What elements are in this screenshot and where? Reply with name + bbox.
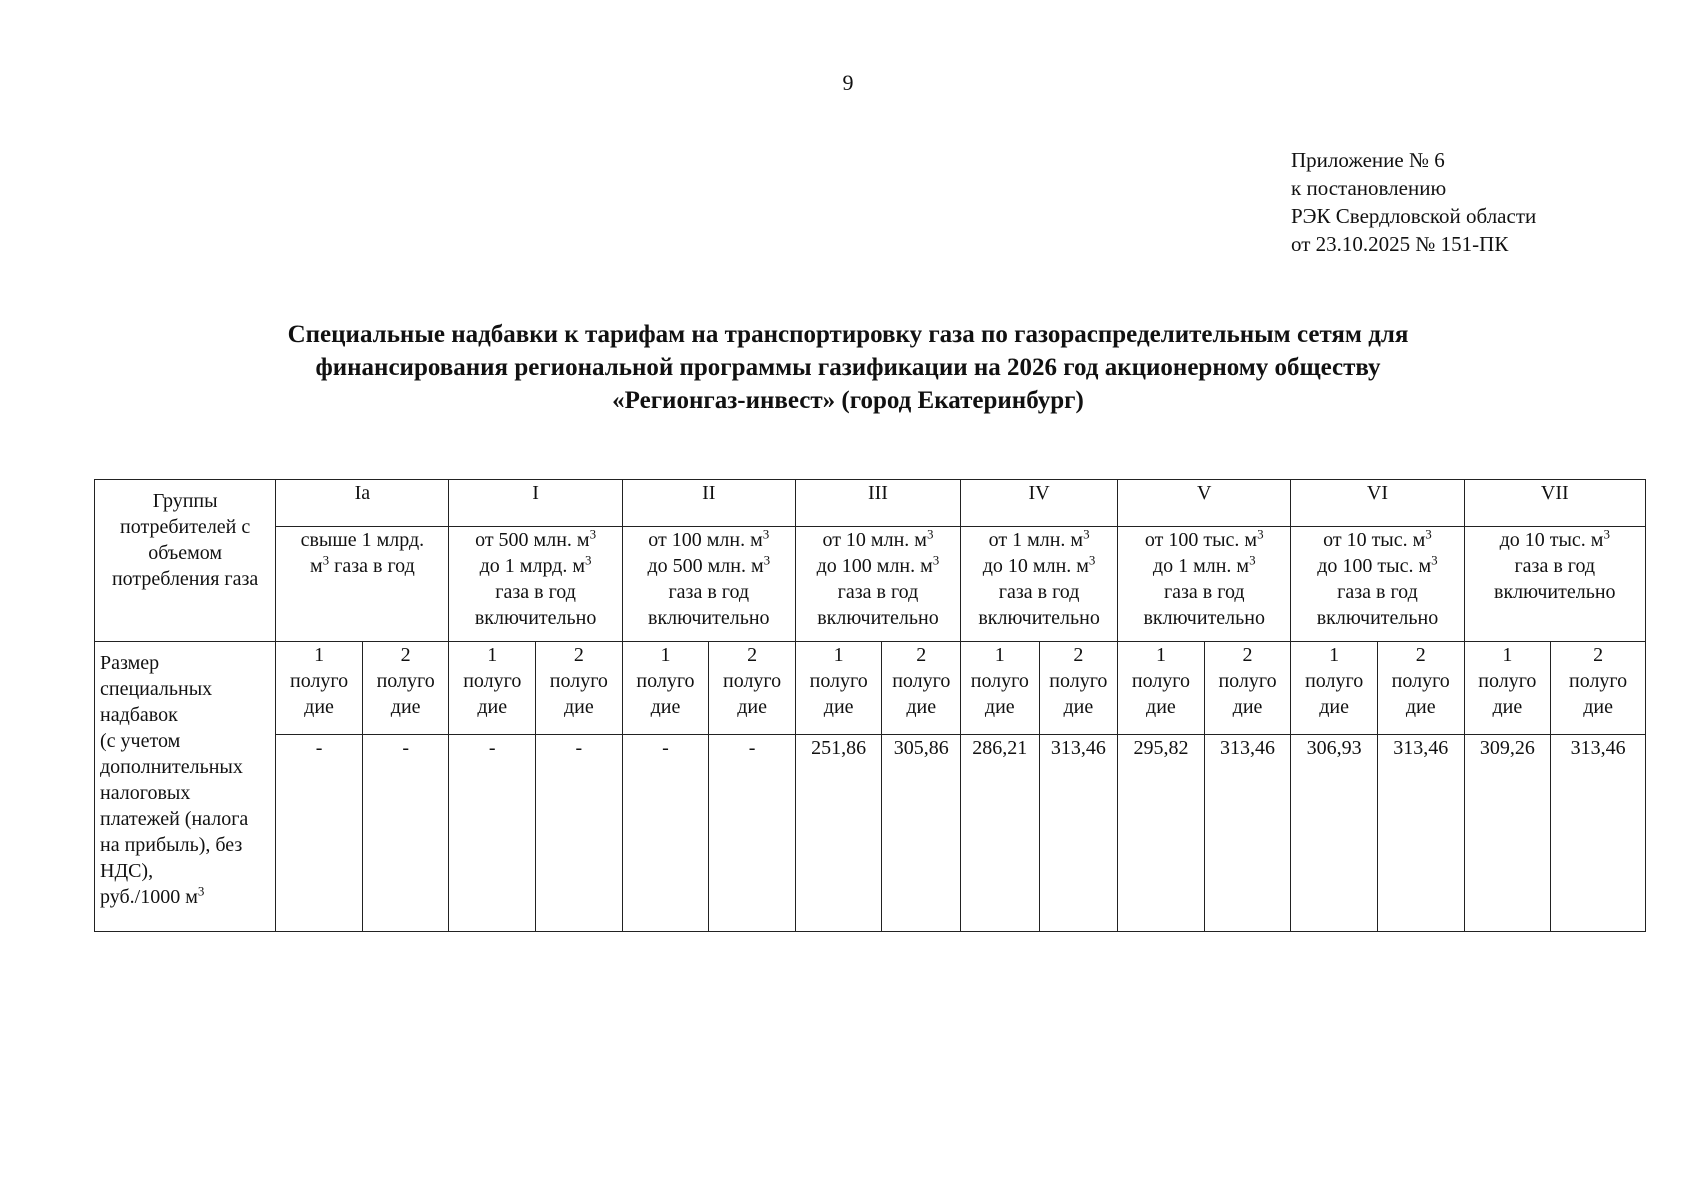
group-volume-description: от 10 млн. $м^3$ до 100 млн. $м^3$ газа в год включительно	[795, 527, 960, 642]
half-number: 2	[1415, 644, 1426, 666]
desc-text: до 10 млн. м	[982, 555, 1089, 577]
half-number: 1	[487, 644, 498, 666]
title-line: «Регионгаз-инвест» (город Екатеринбург)	[612, 387, 1084, 414]
surcharge-value: -	[276, 735, 363, 932]
half-number: 1	[994, 644, 1005, 666]
surcharge-value: 306,93	[1291, 735, 1378, 932]
desc-text: до 100 млн. м	[816, 555, 933, 577]
half-word: полуго дие	[290, 670, 349, 718]
desc-text: от 1 млн. м	[988, 529, 1084, 551]
desc-text: включительно	[474, 607, 597, 629]
half-number: 2	[1593, 644, 1604, 666]
desc-text: включительно	[1494, 581, 1616, 603]
appendix-line: от 23.10.2025 № 151-ПК	[1291, 232, 1509, 256]
half-number: 2	[573, 644, 584, 666]
half-word: полуго дие	[1131, 670, 1190, 718]
document-title	[150, 318, 1546, 417]
half-number: 1	[1329, 644, 1340, 666]
desc-text: до 10 тыс. м	[1499, 529, 1604, 551]
row-label-text: руб./1000 м	[100, 886, 198, 908]
half-year-header	[1291, 642, 1378, 735]
title-line: финансирования региональной программы газификации на 2026 год акционерному обществу	[315, 354, 1381, 381]
row-label-text: (с учетом дополнительных налоговых платежей (налога на прибыль), без НДС),	[100, 730, 249, 882]
group-code: Ia	[276, 480, 449, 527]
surcharge-value: 313,46	[1377, 735, 1464, 932]
surcharge-value: 305,86	[882, 735, 961, 932]
desc-text: до 1 млн. м	[1152, 555, 1250, 577]
half-number: 1	[660, 644, 671, 666]
group-volume-description: от 10 тыс. $м^3$ до 100 тыс. $м^3$ газа в год включительно	[1291, 527, 1464, 642]
desc-text: от 10 тыс. м	[1323, 529, 1426, 551]
half-word: полуго дие	[1391, 670, 1450, 718]
table-row	[95, 735, 1646, 932]
desc-text: включительно	[1143, 607, 1265, 629]
consumer-groups-header: Группы потребителей с объемом потребления газа	[95, 480, 276, 642]
appendix-line: РЭК Свердловской области	[1291, 204, 1537, 228]
surcharge-value: -	[709, 735, 796, 932]
appendix-line: к постановлению	[1291, 176, 1447, 200]
surcharge-value: -	[449, 735, 536, 932]
desc-text: газа в год	[1163, 581, 1245, 603]
half-word: полуго дие	[723, 670, 782, 718]
surcharge-value: -	[362, 735, 449, 932]
half-word: полуго дие	[892, 670, 951, 718]
surcharge-value: 309,26	[1464, 735, 1551, 932]
row-label-text: Размер специальных надбавок	[100, 652, 213, 726]
half-word: полуго дие	[636, 670, 695, 718]
desc-text: от 100 млн. м	[648, 529, 763, 551]
table-row	[95, 527, 1646, 642]
half-year-header	[961, 642, 1040, 735]
half-word: полуго дие	[1305, 670, 1364, 718]
half-year-header	[1204, 642, 1291, 735]
desc-text: до 500 млн. м	[647, 555, 764, 577]
half-year-header	[536, 642, 623, 735]
surcharge-value: 286,21	[961, 735, 1040, 932]
half-number: 2	[916, 644, 927, 666]
half-word: полуго дие	[376, 670, 435, 718]
half-number: 1	[1155, 644, 1166, 666]
half-year-header	[622, 642, 709, 735]
appendix-line: Приложение № 6	[1291, 148, 1445, 172]
half-year-header	[795, 642, 882, 735]
group-code: I	[449, 480, 622, 527]
desc-text: свыше 1 млрд.	[300, 529, 425, 551]
half-number: 2	[747, 644, 758, 666]
half-word: полуго дие	[1218, 670, 1277, 718]
half-word: полуго дие	[1478, 670, 1537, 718]
half-year-header	[1464, 642, 1551, 735]
half-year-header	[1118, 642, 1205, 735]
half-year-header	[449, 642, 536, 735]
group-code: III	[795, 480, 960, 527]
title-line: Специальные надбавки к тарифам на транспортировку газа по газораспределительным сетям для	[287, 321, 1409, 348]
surcharge-value: -	[536, 735, 623, 932]
desc-text: газа в год	[668, 581, 750, 603]
half-year-header	[1377, 642, 1464, 735]
desc-text: включительно	[817, 607, 939, 629]
surcharge-row-label: Размер специальных надбавок (с учетом дополнительных налоговых платежей (налога на прибыль), без НДС), руб./1000 $м^3$	[95, 642, 276, 932]
half-year-header	[709, 642, 796, 735]
group-code: IV	[961, 480, 1118, 527]
surcharge-value: 313,46	[1551, 735, 1646, 932]
group-volume-description: свыше 1 млрд. $м^3$ газа в год	[276, 527, 449, 642]
table-row	[95, 480, 1646, 527]
half-word: полуго дие	[1049, 670, 1108, 718]
half-year-header	[362, 642, 449, 735]
half-number: 2	[1073, 644, 1084, 666]
group-code: VI	[1291, 480, 1464, 527]
group-code: V	[1118, 480, 1291, 527]
half-number: 1	[833, 644, 844, 666]
desc-text: включительно	[978, 607, 1100, 629]
half-number: 2	[400, 644, 411, 666]
group-volume-description: до 10 тыс. $м^3$ газа в год включительно	[1464, 527, 1645, 642]
surcharge-value: 295,82	[1118, 735, 1205, 932]
group-volume-description: от 500 млн. $м^3$ до 1 млрд. $м^3$ газа в год включительно	[449, 527, 622, 642]
surcharge-value: 313,46	[1039, 735, 1118, 932]
tariff-table	[94, 479, 1646, 932]
half-number: 1	[314, 644, 325, 666]
surcharge-value: -	[622, 735, 709, 932]
group-volume-description: от 100 млн. $м^3$ до 500 млн. $м^3$ газа в год включительно	[622, 527, 795, 642]
half-year-header	[1551, 642, 1646, 735]
group-code: VII	[1464, 480, 1645, 527]
table-row	[95, 642, 1646, 735]
surcharge-value: 251,86	[795, 735, 882, 932]
half-word: полуго дие	[1569, 670, 1628, 718]
appendix-reference	[1291, 146, 1536, 258]
half-word: полуго дие	[463, 670, 522, 718]
half-year-header	[276, 642, 363, 735]
half-number: 1	[1502, 644, 1513, 666]
desc-text: до 1 млрд. м	[479, 555, 586, 577]
desc-text: газа в год	[998, 581, 1080, 603]
desc-text: м	[309, 555, 323, 577]
group-volume-description: от 1 млн. $м^3$ до 10 млн. $м^3$ газа в год включительно	[961, 527, 1118, 642]
page-number: 9	[842, 70, 854, 95]
surcharge-value: 313,46	[1204, 735, 1291, 932]
half-word: полуго дие	[549, 670, 608, 718]
desc-text: включительно	[1316, 607, 1439, 629]
desc-text: до 100 тыс. м	[1317, 555, 1432, 577]
half-number: 2	[1242, 644, 1253, 666]
half-year-header	[882, 642, 961, 735]
half-word: полуго дие	[809, 670, 868, 718]
half-year-header	[1039, 642, 1118, 735]
desc-text: включительно	[648, 607, 770, 629]
desc-text: от 100 тыс. м	[1144, 529, 1258, 551]
half-word: полуго дие	[970, 670, 1029, 718]
desc-text: от 10 млн. м	[822, 529, 927, 551]
desc-text: газа в год	[495, 581, 576, 603]
group-volume-description: от 100 тыс. $м^3$ до 1 млн. $м^3$ газа в год включительно	[1118, 527, 1291, 642]
desc-text: газа в год	[1514, 555, 1596, 577]
desc-text: газа в год	[1337, 581, 1418, 603]
desc-text: газа в год	[329, 555, 415, 577]
desc-text: газа в год	[837, 581, 919, 603]
desc-text: от 500 млн. м	[475, 529, 590, 551]
group-code: II	[622, 480, 795, 527]
